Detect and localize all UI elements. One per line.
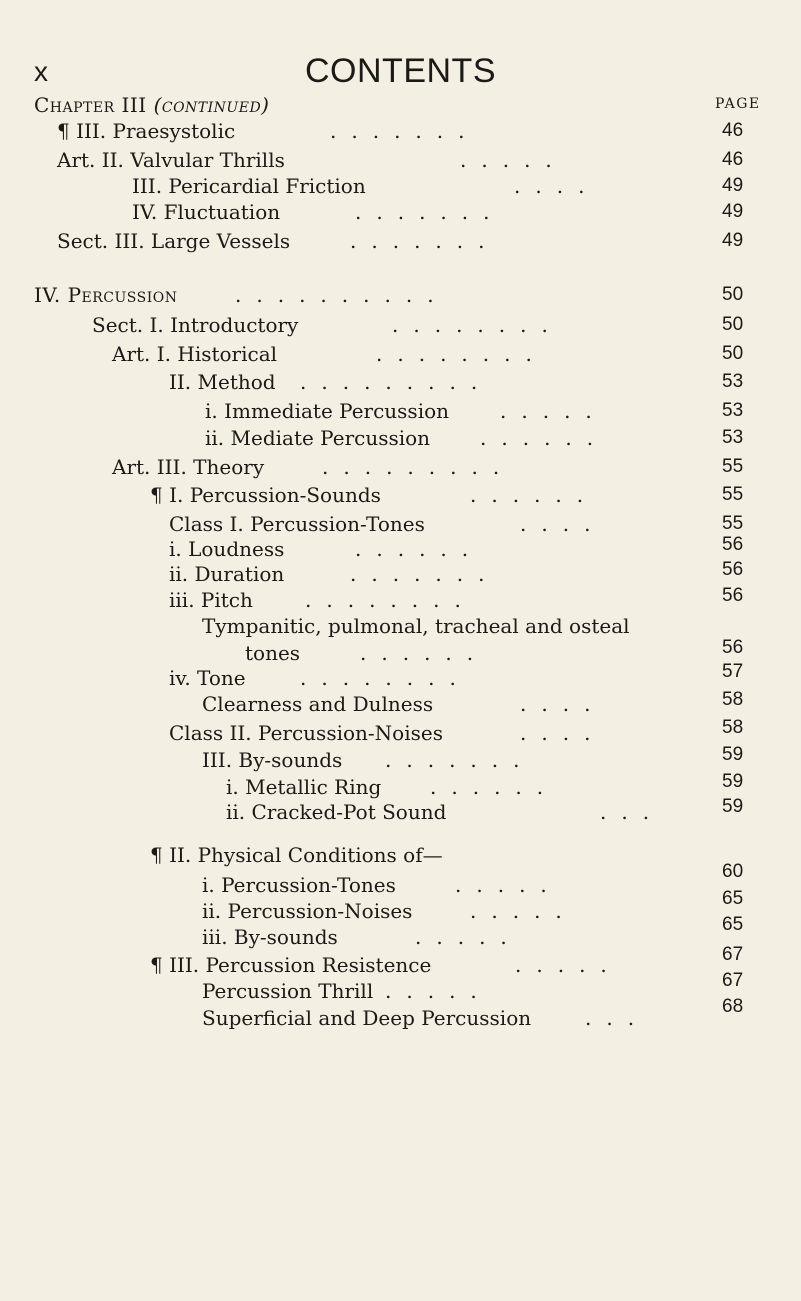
toc-entry: II. Method	[169, 370, 276, 394]
leader-dots: .......	[385, 748, 535, 772]
leader-dots: ......	[480, 426, 609, 450]
toc-entry: ¶ III. Percussion Resistence	[150, 953, 432, 977]
toc-entry: Class I. Percussion-Tones	[169, 512, 425, 536]
toc-entry: i. Loudness	[169, 537, 285, 561]
toc-entry: Art. III. Theory	[112, 455, 265, 479]
toc-entry: ii. Mediate Percussion	[205, 426, 431, 450]
toc-page-number: 58	[722, 717, 744, 738]
toc-page-number: 56	[722, 637, 744, 658]
toc-entry: iv. Tone	[169, 666, 246, 690]
toc-entry: i. Immediate Percussion	[205, 399, 450, 423]
toc-entry: IV. Percussion	[34, 283, 178, 307]
leader-dots: ......	[430, 775, 559, 799]
toc-entry: Art. II. Valvular Thrills	[57, 148, 285, 172]
leader-dots: .....	[470, 899, 577, 923]
toc-entry: i. Percussion-Tones	[202, 873, 396, 897]
leader-dots: ....	[514, 174, 600, 198]
leader-dots: ........	[300, 666, 471, 690]
leader-dots: ....	[520, 721, 606, 745]
leader-dots: .......	[355, 200, 505, 224]
leader-dots: ......	[360, 641, 489, 665]
toc-entry: ¶ II. Physical Conditions of—	[150, 843, 443, 867]
toc-page-number: 49	[722, 230, 744, 251]
toc-page-number: 46	[722, 120, 744, 141]
leader-dots: ........	[376, 342, 547, 366]
page-title: CONTENTS	[305, 52, 496, 90]
toc-page-number: 59	[722, 796, 744, 817]
leader-dots: .......	[330, 119, 480, 143]
toc-entry: iii. Pitch	[169, 588, 253, 612]
toc-page-number: 46	[722, 149, 744, 170]
leader-dots: ..........	[235, 283, 449, 307]
toc-page-number: 50	[722, 314, 744, 335]
page-column-label: PAGE	[715, 96, 761, 112]
toc-page-number: 67	[722, 970, 744, 991]
toc-entry: iii. By-sounds	[202, 925, 338, 949]
toc-entry: Art. I. Historical	[112, 342, 278, 366]
chapter-note: (continued)	[153, 93, 270, 117]
toc-page-number: 55	[722, 456, 744, 477]
leader-dots: ........	[305, 588, 476, 612]
leader-dots: ....	[520, 692, 606, 716]
leader-dots: ......	[470, 483, 599, 507]
toc-entry: ii. Duration	[169, 562, 285, 586]
leader-dots: .....	[500, 399, 607, 423]
toc-entry: tones	[245, 641, 301, 665]
leader-dots: .....	[455, 873, 562, 897]
toc-entry: ii. Cracked-Pot Sound	[226, 800, 447, 824]
toc-page-number: 59	[722, 771, 744, 792]
chapter-label: Chapter III	[34, 93, 147, 117]
leader-dots: .....	[385, 979, 492, 1003]
leader-dots: ...	[585, 1006, 650, 1030]
toc-page-number: 49	[722, 201, 744, 222]
toc-entry: i. Metallic Ring	[226, 775, 382, 799]
toc-entry: IV. Fluctuation	[132, 200, 281, 224]
chapter-heading	[34, 93, 269, 117]
toc-page-number: 50	[722, 343, 744, 364]
leader-dots: ......	[355, 537, 484, 561]
leader-dots: .........	[322, 455, 515, 479]
leader-dots: .....	[460, 148, 567, 172]
toc-entry: ¶ III. Praesystolic	[57, 119, 236, 143]
toc-entry: Percussion Thrill	[202, 979, 374, 1003]
toc-entry: Sect. III. Large Vessels	[57, 229, 291, 253]
toc-page-number: 53	[722, 371, 744, 392]
toc-page-number: 67	[722, 944, 744, 965]
toc-page-number: 60	[722, 861, 744, 882]
leader-dots: ....	[520, 512, 606, 536]
leader-dots: ........	[392, 313, 563, 337]
leader-dots: .....	[515, 953, 622, 977]
toc-page-number: 49	[722, 175, 744, 196]
toc-page-number: 53	[722, 427, 744, 448]
toc-page-number: 55	[722, 484, 744, 505]
leader-dots: ...	[600, 800, 665, 824]
toc-page-number: 68	[722, 996, 744, 1017]
toc-page-number: 65	[722, 888, 744, 909]
toc-entry: Tympanitic, pulmonal, tracheal and osteal	[202, 614, 630, 638]
leader-dots: .....	[415, 925, 522, 949]
toc-page-number: 56	[722, 585, 744, 606]
toc-entry: Class II. Percussion-Noises	[169, 721, 443, 745]
page-roman-numeral: x	[34, 56, 48, 87]
toc-entry: ¶ I. Percussion-Sounds	[150, 483, 381, 507]
toc-page-number: 55	[722, 513, 744, 534]
toc-page-number: 58	[722, 689, 744, 710]
toc-entry: III. Pericardial Friction	[132, 174, 366, 198]
leader-dots: .......	[350, 562, 500, 586]
toc-page-number: 50	[722, 284, 744, 305]
toc-entry: ii. Percussion-Noises	[202, 899, 413, 923]
toc-entry: III. By-sounds	[202, 748, 343, 772]
toc-page-number: 53	[722, 400, 744, 421]
toc-entry: Superficial and Deep Percussion	[202, 1006, 532, 1030]
toc-page-number: 59	[722, 744, 744, 765]
leader-dots: .......	[350, 229, 500, 253]
leader-dots: .........	[300, 370, 493, 394]
toc-page-number: 65	[722, 914, 744, 935]
toc-page-number: 56	[722, 559, 744, 580]
toc-entry: Clearness and Dulness	[202, 692, 434, 716]
toc-page-number: 56	[722, 534, 744, 555]
toc-entry: Sect. I. Introductory	[92, 313, 299, 337]
toc-page-number: 57	[722, 661, 744, 682]
